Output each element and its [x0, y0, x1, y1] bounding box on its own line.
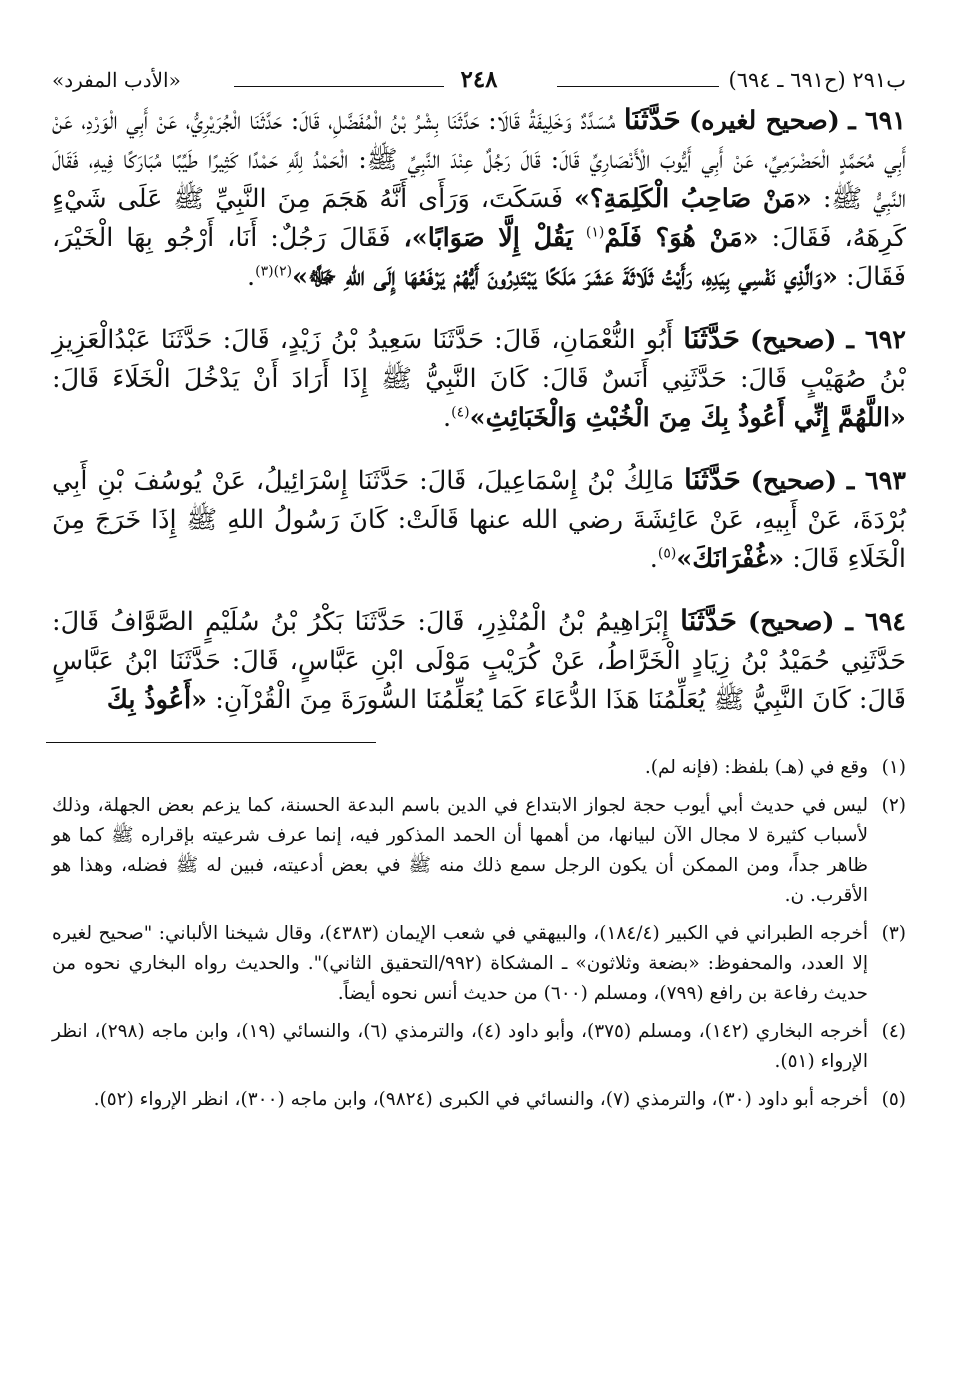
hadith-693: [52, 460, 906, 579]
footnote-text: أخرجه البخاري (١٤٢)، ومسلم (٣٧٥)، وأبو داود (٤)، والترمذي (٦)، والنسائي (١٩)، وابن ماجه (٢٩٨)، انظر الإرواء (٥١).: [52, 1021, 868, 1072]
isnad-text: أَبُو النُّعْمَانِ، قَالَ: حَدَّثَنَا سَعِيدُ بْنُ زَيْدٍ، قَالَ: حَدَّثَنَا عَبْدُالْعَزِيزِ بْنُ صُهَيْبٍ قَالَ: حَدَّثَنِي أَنَسٌ قَالَ: كَانَ النَّبِيُّ ﷺ إِذَا أَرَادَ أَنْ يَدْخُلَ الْخَلَاءَ قَالَ:: [52, 325, 906, 394]
end-mark: .: [443, 403, 452, 433]
footnote-ref: (١): [585, 224, 605, 241]
footnote-ref: (٥): [657, 545, 677, 562]
footnote-ref: (٤): [451, 404, 470, 421]
footnote-text: أخرجه الطبراني في الكبير (١٨٤/٤)، والبيهقي في شعب الإيمان (٤٣٨٣)، وقال شيخنا الألباني: "صحيح لغيره إلا العدد، والمحفوظ: «بضعة وثلاثون» ـ المشكاة (٩٩٢/التحقيق الثاني)". والحديث رواه البخاري نحوه من حديث رفاعة بن رافع (٧٩٩)، ومسلم (٦٠٠) من حديث أنس نحوه أيضاً.: [52, 923, 869, 1004]
page-header: [52, 66, 906, 100]
matn-text: «أَعُوذُ بِكَ: [106, 685, 208, 715]
footnote-5: [52, 1085, 906, 1115]
end-mark: .: [247, 262, 256, 292]
footnote-text: أخرجه أبو داود (٣٠)، والترمذي (٧)، والنسائي في الكبرى (٩٨٢٤)، وابن ماجه (٣٠٠)، انظر الإرواء (٥٢).: [93, 1089, 868, 1110]
hadith-grade: (صحيح لغيره): [689, 106, 840, 136]
section-reference: ب٢٩١ (ح٦٩١ ـ ٦٩٤): [728, 68, 906, 92]
footnote-separator: [46, 742, 376, 743]
header-rule-left: [234, 86, 444, 87]
page-number: ٢٤٨: [460, 66, 498, 93]
isnad-text: مُسَدَّدٌ وَخَلِيفَةُ قَالَا: حَدَّثَنَا بِشْرُ بْنُ الْمُفَضَّلِ، قَالَ: حَدَّثَنَا الْجُرَيْرِيُّ، عَنْ أَبِي الْوَرْدِ، عَنْ أَبِي مُحَمَّدٍ الْحَضْرَمِيِّ، عَنْ أَبِي أَيُّوبَ الْأَنْصَارِيِّ قَالَ: قَالَ رَجُلٌ عِنْدَ النَّبِيِّ ﷺ: الْحَمْدُ لِلَّهِ حَمْدًا كَثِيرًا طَيِّبًا مُبَارَكًا فِيهِ، فَقَالَ النَّبِيُّ ﷺ:: [52, 106, 907, 214]
isnad-text: إِبْرَاهِيمُ بْنُ الْمُنْذِرِ، قَالَ: حَدَّثَنَا بَكْرُ بْنُ سُلَيْمٍ الصَّوَّافُ قَالَ: حَدَّثَنِي حُمَيْدُ بْنُ زِيَادٍ الْخَرَّاطُ، عَنْ كُرَيْبٍ مَوْلَى ابْنِ عَبَّاسٍ، قَالَ: حَدَّثَنَا ابْنُ عَبَّاسٍ قَالَ: كَانَ النَّبِيُّ ﷺ يُعَلِّمُنَا هَذَا الدُّعَاءَ كَمَا يُعَلِّمُنَا السُّورَةَ مِنَ الْقُرْآنِ:: [52, 607, 906, 715]
narration-text: فَقَالَ رَجُلٌ: أَنَا، أَرْجُو بِهَا الْخَيْرَ، فَقَالَ:: [52, 223, 906, 292]
footnote-2: [52, 791, 906, 911]
footnote-number: (١): [881, 757, 906, 778]
isnad-text: مَالِكُ بْنُ إِسْمَاعِيلَ، قَالَ: حَدَّثَنَا إِسْرَائِيلُ، عَنْ يُوسُفَ بْنِ أَبِي بُرْدَةَ، عَنْ أَبِيهِ، عَنْ عَائِشَةَ رضي الله عنها قَالَتْ: كَانَ رَسُولُ اللهِ ﷺ إِذَا خَرَجَ مِنَ الْخَلَاءِ قَالَ:: [52, 466, 906, 574]
document-page: [52, 66, 906, 1123]
hadith-grade: (صحيح): [748, 607, 835, 637]
footnote-text: وقع في (هـ) بلفظ: (فإنه لم).: [644, 757, 868, 778]
haddathana-word: حَدَّثَنَا: [684, 463, 741, 496]
haddathana-word: حَدَّثَنَا: [623, 103, 681, 136]
footnote-number: (٣): [881, 923, 906, 944]
hadith-grade: (صحيح): [750, 466, 838, 496]
footnote-3: [52, 919, 906, 1009]
matn-text: يَقُلْ إِلَّا صَوَابًا»،: [403, 223, 573, 253]
hadith-number: ٦٩١ ـ: [848, 106, 906, 136]
hadith-692: [52, 319, 906, 438]
footnote-number: (٥): [881, 1089, 906, 1110]
footnote-ref: (٢)(٣): [255, 263, 293, 280]
hadith-number: ٦٩٤ ـ: [845, 607, 906, 637]
hadith-number: ٦٩٢ ـ: [846, 325, 906, 355]
footnote-4: [52, 1017, 906, 1077]
haddathana-word: حَدَّثَنَا: [680, 604, 737, 637]
end-mark: .: [649, 544, 658, 574]
book-title: «الأدب المفرد»: [52, 68, 181, 92]
narration-text: فَسَكَتَ، وَرَأَى أَنَّهُ هَجَمَ مِنَ النَّبِيِّ ﷺ عَلَى شَيْءٍ كَرِهَهُ، فَقَالَ:: [52, 184, 907, 253]
hadith-694: [52, 601, 906, 720]
hadith-number: ٦٩٣ ـ: [846, 466, 906, 496]
matn-text: «وَالَّذِي نَفْسِي بِيَدِهِ، رَأَيْتُ ثَلَاثَةَ عَشَرَ مَلَكًا يَبْتَدِرُونَ أَيُّهُمْ يَرْفَعُهَا إِلَى اللهِ ﷻ»: [292, 262, 838, 292]
footnote-1: [52, 753, 906, 783]
hadith-grade: (صحيح): [750, 325, 837, 355]
matn-text: «غُفْرَانَكَ»: [676, 544, 785, 574]
matn-text: «مَنْ صَاحِبُ الْكَلِمَةِ؟»: [573, 184, 812, 214]
footnote-text: ليس في حديث أبي أيوب حجة لجواز الابتداع في الدين باسم البدعة الحسنة، كما يزعم بعض الجهلة، وذلك لأسباب كثيرة لا مجال الآن لبيانها، من أهمها أن الحمد المذكور فيه، إنما عرف شرعيته بإقراره ﷺ كما هو ظاهر جداً، ومن الممكن أن يكون الرجل سمع ذلك منه ﷺ في بعض أدعيته، فبين له ﷺ فضله، وهذا هو الأقرب. ن.: [52, 795, 868, 906]
matn-text: «اللَّهُمَّ إِنِّي أَعُوذُ بِكَ مِنَ الْخُبْثِ وَالْخَبَائِثِ»: [469, 403, 906, 433]
matn-text: «مَنْ هُوَ؟ فَلَمْ: [604, 223, 759, 253]
footnote-number: (٤): [881, 1021, 906, 1042]
hadith-691: [52, 100, 906, 297]
footnote-number: (٢): [881, 795, 906, 816]
haddathana-word: حَدَّثَنَا: [683, 322, 740, 355]
footnotes: [52, 753, 906, 1115]
